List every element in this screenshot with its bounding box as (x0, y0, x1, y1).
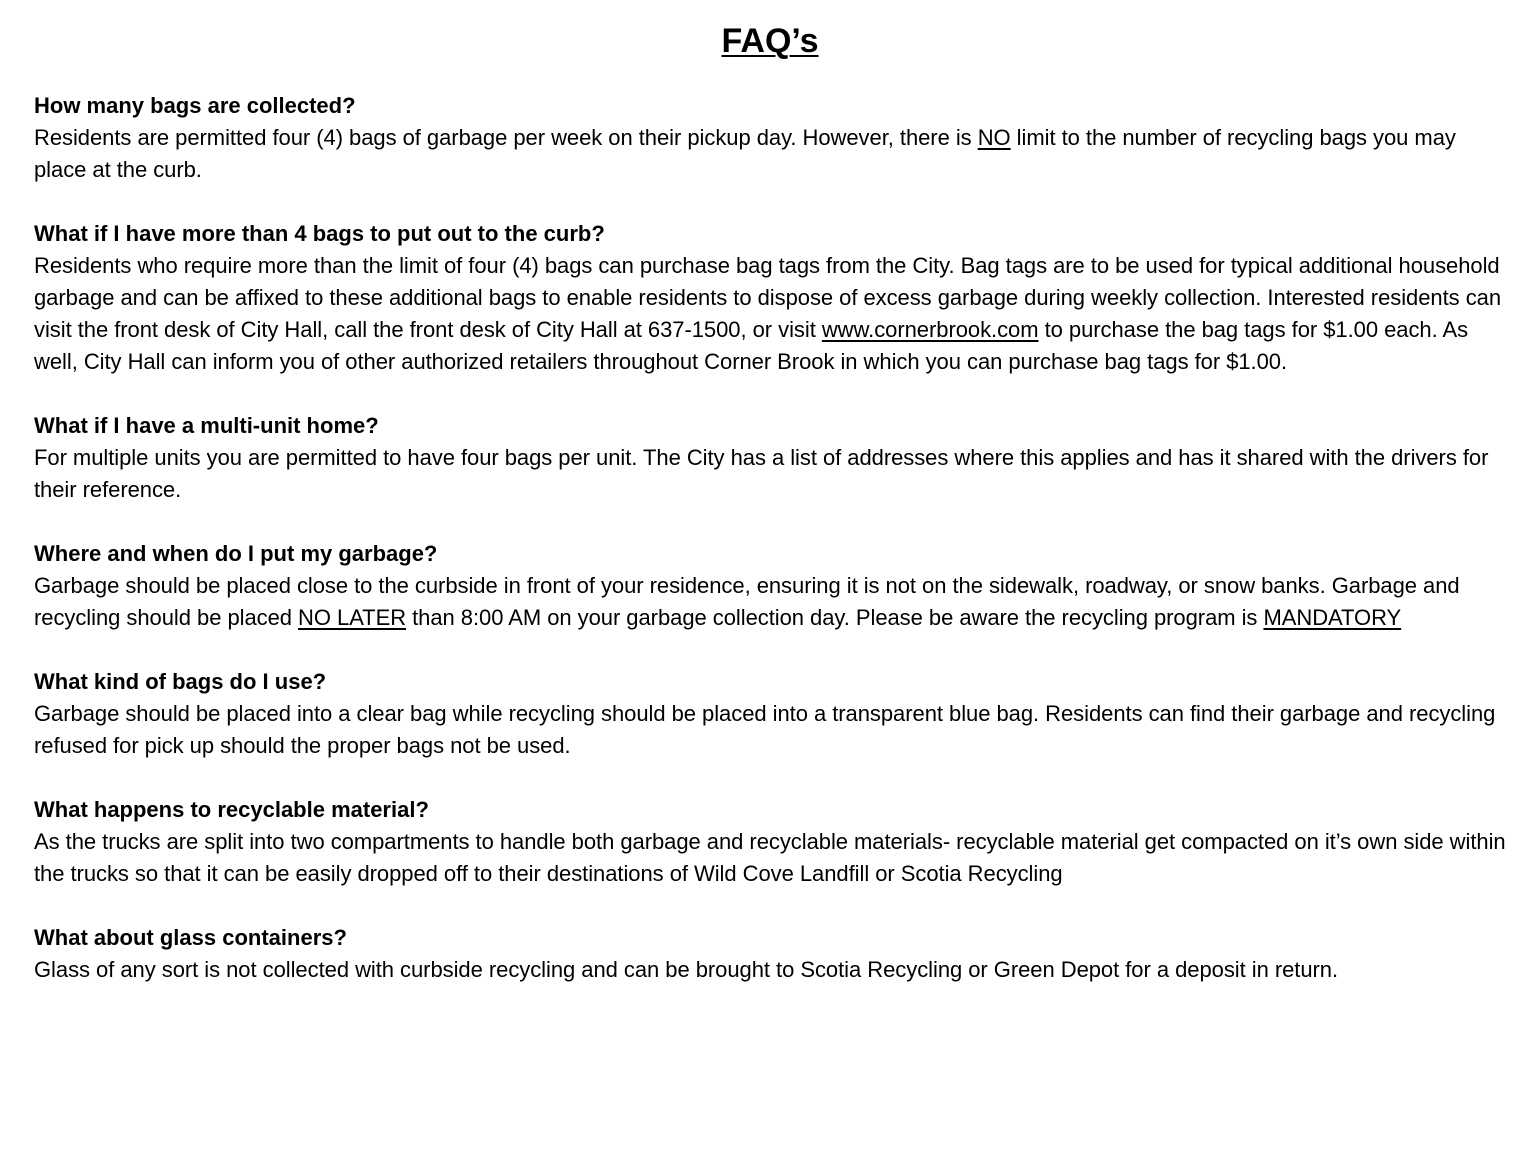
emphasis-text: NO (977, 125, 1011, 150)
faq-answer (34, 442, 1506, 506)
faq-item (34, 90, 1506, 186)
faq-question: What happens to recyclable material? (34, 797, 429, 822)
faq-question: What kind of bags do I use? (34, 669, 327, 694)
answer-text: Residents are permitted four (4) bags of garbage per week on their pickup day. However, there is (34, 125, 978, 150)
faq-answer (34, 954, 1506, 986)
faq-item (34, 794, 1506, 890)
answer-text: For multiple units you are permitted to have four bags per unit. The City has a list of addresses where this applies and has it shared with the drivers for their reference. (34, 445, 1489, 502)
faq-answer (34, 826, 1506, 890)
faq-item (34, 538, 1506, 634)
answer-text: Garbage should be placed into a clear bag while recycling should be placed into a transparent blue bag. Residents can find their garbage and recycling refused for pick up should the proper bags not be used. (34, 701, 1496, 758)
faq-item (34, 666, 1506, 762)
answer-text: Glass of any sort is not collected with curbside recycling and can be brought to Scotia Recycling or Green Depot for a deposit in return. (34, 957, 1339, 982)
emphasis-text: MANDATORY (1263, 605, 1402, 630)
answer-text: Garbage should be placed close to the curbside in front of your residence, ensuring it is not on the sidewalk, roadway, or snow banks. Garbage and recycling should be placed (34, 573, 1460, 630)
faq-question: How many bags are collected? (34, 93, 356, 118)
website-link[interactable]: www.cornerbrook.com (821, 317, 1039, 342)
faq-list (34, 90, 1506, 986)
faq-question: What about glass containers? (34, 925, 347, 950)
answer-text: to purchase the bag tags for $1.00 each. As well, City Hall can inform you of other authorized retailers throughout Corner Brook in which you can purchase bag tags for $1.00. (34, 317, 1469, 374)
faq-answer (34, 122, 1506, 186)
faq-answer (34, 698, 1506, 762)
answer-text: than 8:00 AM on your garbage collection day. Please be aware the recycling program is (406, 605, 1264, 630)
page-title: FAQ’s (721, 22, 819, 60)
emphasis-text: NO LATER (298, 605, 407, 630)
answer-text: limit to the number of recycling bags you may place at the curb. (34, 125, 1456, 182)
faq-item (34, 410, 1506, 506)
answer-text: Residents who require more than the limit of four (4) bags can purchase bag tags from the City. Bag tags are to be used for typical additional household garbage and can be affixed to these additional bags to enable residents to dispose of excess garbage during weekly collection. Interested residents can visit the front desk of City Hall, call the front desk of City Hall at 637-1500, or visit (34, 253, 1502, 342)
faq-item (34, 218, 1506, 378)
faq-answer (34, 250, 1506, 378)
faq-item (34, 922, 1506, 986)
answer-text: As the trucks are split into two compartments to handle both garbage and recyclable materials- recyclable material get compacted on it’s own side within the trucks so that it can be easily dropped off to their destinations of Wild Cove Landfill or Scotia Recycling (34, 829, 1506, 886)
faq-question: What if I have a multi-unit home? (34, 413, 379, 438)
faq-page (34, 0, 1506, 1018)
faq-question: What if I have more than 4 bags to put out to the curb? (34, 221, 605, 246)
faq-answer (34, 570, 1506, 634)
faq-question: Where and when do I put my garbage? (34, 541, 438, 566)
